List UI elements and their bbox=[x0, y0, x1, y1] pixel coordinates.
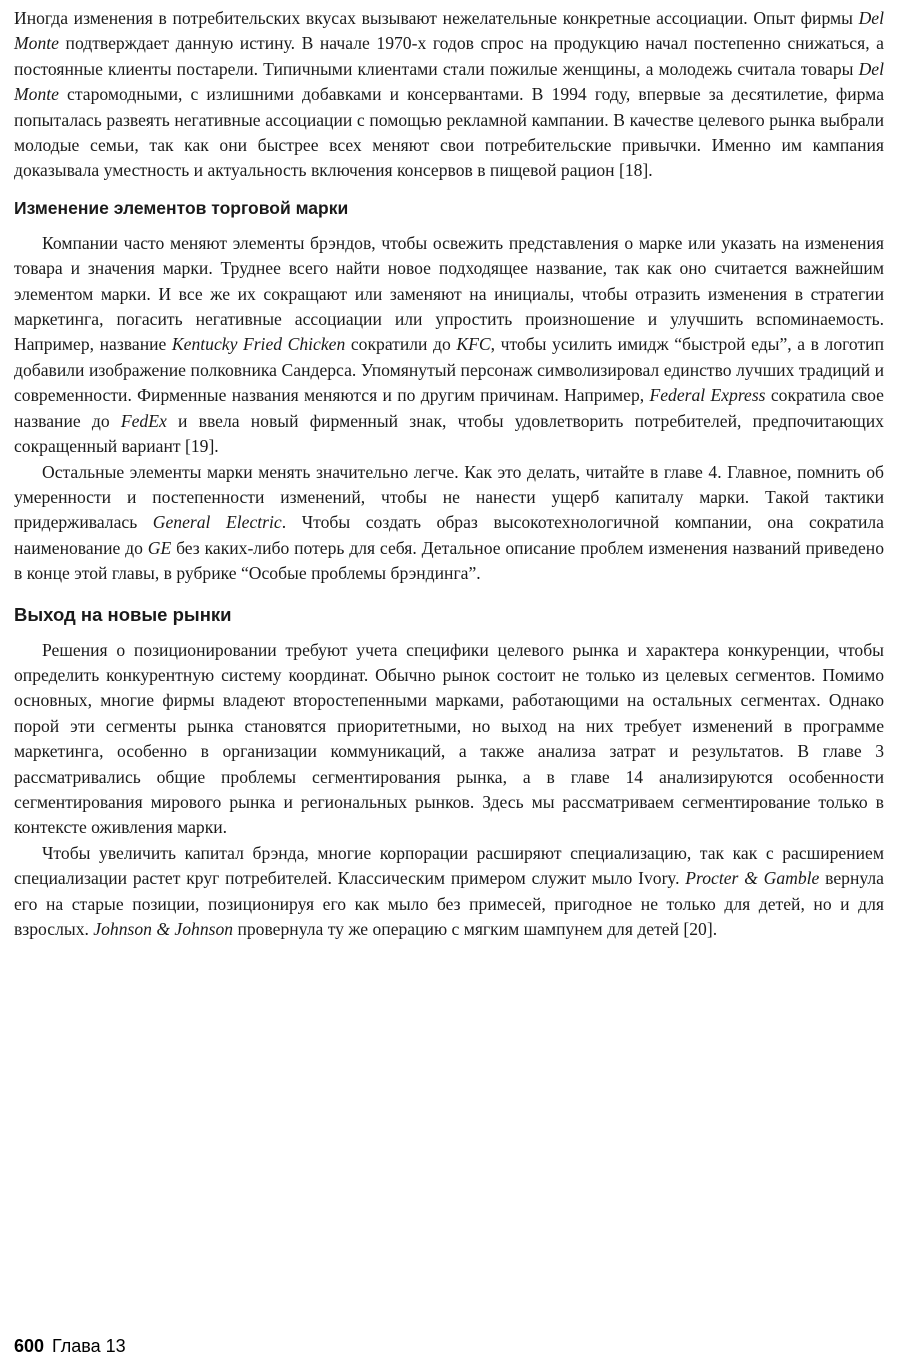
text-run: старомодными, с излишними добавками и консервантами. В 1994 году, впервые за десятилетие, фирма попыталась развеять негативные ассоциации с помощью рекламной кампании. В качестве целевого рынка выбрали молодые семьи, так как они быстрее всех меняют свои потребительские привычки. Именно им кампания доказывала уместность и актуальность включения консервов в пищевой рацион [18]. bbox=[14, 84, 884, 181]
brand-name: Del Monte bbox=[14, 8, 884, 54]
chapter-label: Глава 13 bbox=[52, 1336, 126, 1356]
text-run: Остальные элементы марки менять значительно легче. Как это делать, читайте в главе 4. Главное, помнить об умеренности и постепенности изменений, чтобы не нанести ущерб капиталу марки. Такой тактики придерживалась bbox=[14, 461, 884, 533]
text-run: и ввела новый фирменный знак, чтобы удовлетворить потребителей, предпочитающих сокращенный вариант [19]. bbox=[14, 410, 884, 457]
brand-name: Kentucky Fried Chicken bbox=[171, 334, 346, 355]
paragraph-other-elements bbox=[14, 460, 884, 587]
text-run: сократила свое название до bbox=[14, 385, 884, 431]
text-run: провернула ту же операцию с мягким шампунем для детей [20]. bbox=[233, 919, 718, 939]
text-run: без каких-либо потерь для себя. Детальное описание проблем изменения названий приведено в конце этой главы, в рубрике “Особые проблемы брэндинга”. bbox=[14, 537, 884, 584]
brand-name: KFC bbox=[456, 334, 491, 355]
section-heading-brand-elements: Изменение элементов торговой марки bbox=[14, 197, 349, 218]
paragraph-brand-elements bbox=[14, 231, 884, 460]
brand-name: Procter & Gamble bbox=[685, 868, 820, 889]
text-run: Чтобы увеличить капитал брэнда, многие корпорации расширяют специализацию, так как с расширением специализации растет круг потребителей. Классическим примером служит мыло Ivory. bbox=[14, 842, 884, 889]
paragraph-positioning: Решения о позиционировании требуют учета специфики целевого рынка и характера конкуренции, чтобы определить конкурентную систему координат. Обычно рынок состоит не только из целевых сегментов. Помимо основных, многие фирмы владеют второстепенными марками, работающими на остальных сегментах. Однако порой эти сегменты рынка становятся приоритетными, но выход на них требует изменений в программе маркетинга, особенно в организации коммуникаций, а также анализа затрат и результатов. В главе 3 рассматривались общие проблемы сегментирования рынка, а в главе 14 анализируются особенности сегментирования мирового рынка и региональных рынков. Здесь мы рассматриваем сегментирование только в контексте оживления марки. bbox=[14, 639, 884, 838]
text-run: сократили до bbox=[345, 334, 457, 355]
brand-name: Federal Express bbox=[649, 385, 766, 406]
brand-name: GE bbox=[147, 537, 172, 558]
text-run: подтверждает данную истину. В начале 1970-х годов спрос на продукцию начал постепенно снижаться, а постоянные клиенты постарели. Типичными клиентами стали пожилые женщины, а молодежь считала товары bbox=[14, 33, 884, 79]
brand-name: Del Monte bbox=[14, 58, 884, 105]
brand-name: FedEx bbox=[120, 410, 167, 431]
text-run: . Чтобы создать образ высокотехнологичной компании, она сократила наименование до bbox=[14, 512, 884, 558]
text-run: Компании часто меняют элементы брэндов, чтобы освежить представления о марке или указать на изменения товара и значения марки. Труднее всего найти новое подходящее название, так как оно считается важнейшим элементом марки. И все же их сокращают или заменяют на инициалы, чтобы отразить изменения в стратегии маркетинга, погасить негативные ассоциации или упростить произношение и улучшить вспоминаемость. Например, название bbox=[14, 232, 884, 355]
paragraph-specialization bbox=[14, 841, 884, 943]
section-heading-new-markets: Выход на новые рынки bbox=[14, 603, 232, 625]
brand-name: General Electric bbox=[152, 512, 282, 533]
paragraph-del-monte bbox=[14, 6, 884, 184]
text-run: , чтобы усилить имидж “быстрой еды”, а в логотип добавили изображение полковника Сандерса. Упомянутый персонаж символизировал единство лучших традиций и современности. Фирменные названия меняются и по другим причинам. Например, bbox=[14, 334, 884, 406]
text-run: Иногда изменения в потребительских вкусах вызывают нежелательные конкретные ассоциации. Опыт фирмы bbox=[14, 8, 859, 28]
page-footer bbox=[14, 1336, 126, 1357]
page-number: 600 bbox=[14, 1336, 45, 1356]
text-run: вернула его на старые позиции, позиционируя его как мыло без примесей, пригодное не только для детей, но и для взрослых. bbox=[14, 868, 884, 939]
brand-name: Johnson & Johnson bbox=[93, 919, 234, 939]
